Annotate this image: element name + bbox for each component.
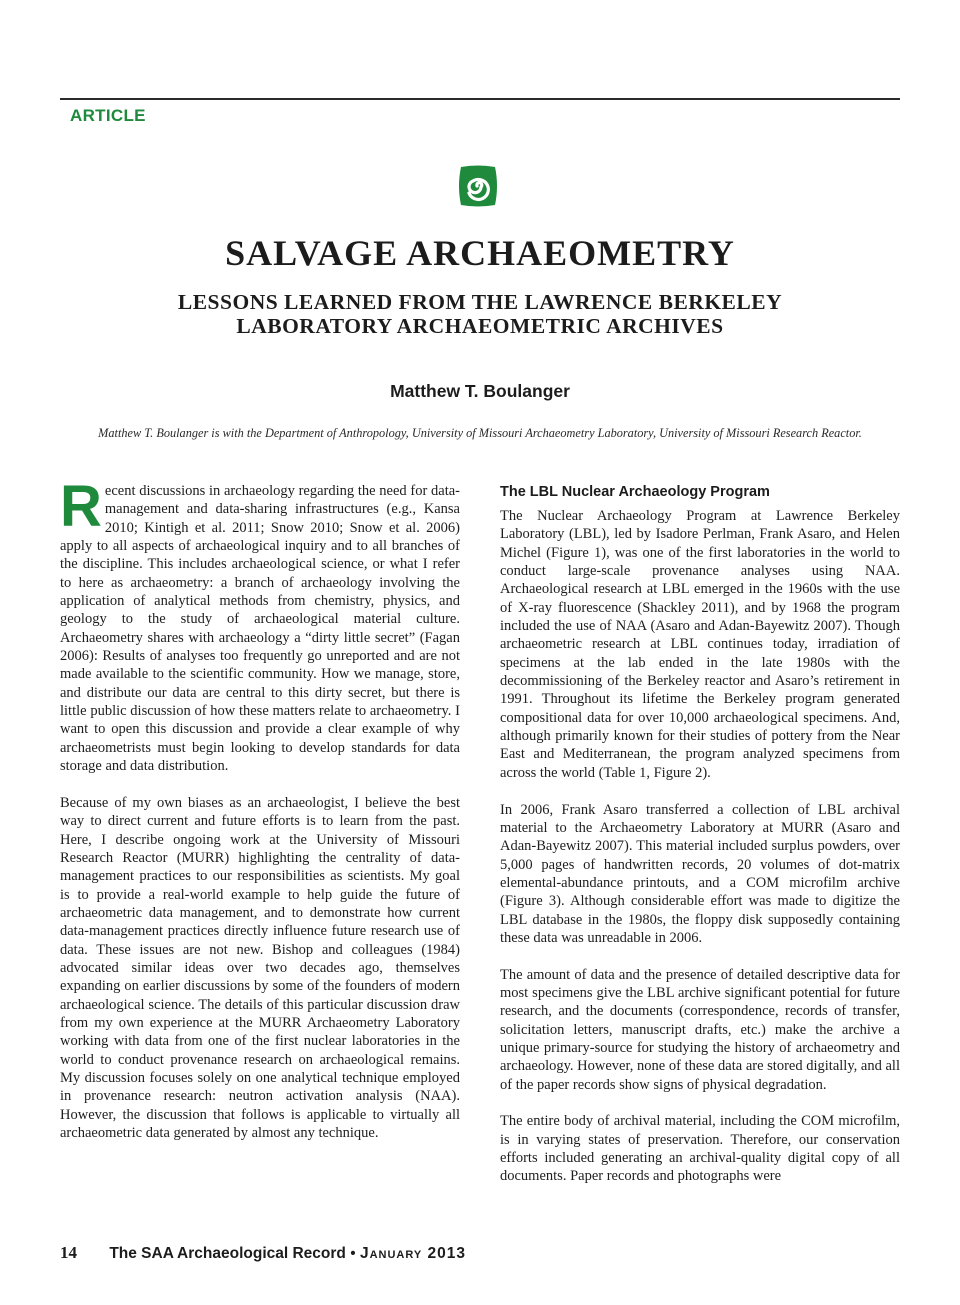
subtitle-line-1: LESSONS LEARNED FROM THE LAWRENCE BERKELEY xyxy=(177,290,783,314)
page-number: 14 xyxy=(60,1243,77,1262)
article-title: SALVAGE ARCHAEOMETRY xyxy=(225,233,735,273)
paragraph: In 2006, Frank Asaro transferred a collection of LBL archival material to the Archaeometry Laboratory at MURR (Asaro and Adan-Bayewitz 2007). This material included surplus powders, over 5,000 pages of handwritten records, 20 volumes of dot-matrix elemental-abundance printouts, and a COM microfilm archive (Figure 3). Although considerable effort was made to digitize the LBL database in the 1980s, the floppy disk supposedly containing these data was unreadable in 2006. xyxy=(500,801,900,946)
paragraph: The Nuclear Archaeology Program at Lawrence Berkeley Laboratory (LBL), led by Isadore Perlman, Frank Asaro, and Helen Michel (Figure 1), was one of the first laboratories in the world to conduct large-scale provenance analyses using NAA. Archaeological research at LBL emerged in the 1960s with the use of X-ray fluorescence (Shackley 2011), and by 1968 the program included the use of NAA (Asaro and Adan-Bayewitz 2007). Though archaeometric research at LBL continues today, irradiation of specimens at the lab ended in the late 1980s with the decommissioning of the Berkeley reactor and Asaro’s retirement in 1991. Throughout its lifetime the Berkeley program generated compositional data for over 10,000 archaeological specimens. And, although primarily known for their studies of pottery from the Near East and Mediterranean, the program analyzed specimens from across the world (Table 1, Figure 2). xyxy=(500,508,900,781)
paragraph: Because of my own biases as an archaeologist, I believe the best way to direct current and future efforts is to learn from the past. Here, I describe ongoing work at the University of Missouri Research Reactor (MURR) highlighting the centrality of data-management practices to our responsibilities as scientists. My goal is to provide a real-world example to help guide the future of archaeometric data management, and to demonstrate how current data-management practices directly influence future research use of data. These issues are not new. Bishop and colleagues (1984) advocated similar ideas over two decades ago, themselves expanding on earlier discussions by some of the founders of modern archaeological science. The details of this particular discussion draw from my own experience at the MURR Archaeometry Laboratory working with data from one of the first nuclear laboratories in the world to conduct provenance research on archaeological remains. My discussion focuses solely on one analytical technique employed in provenance research: neutron activation analysis (NAA). However, the discussion that follows is applicable to virtually all archaeometric data generated by almost any technique. xyxy=(60,794,460,1142)
right-column xyxy=(500,482,900,1204)
author-name: Matthew T. Boulanger xyxy=(390,381,570,401)
issue-date: January 2013 xyxy=(359,1245,467,1262)
article-subtitle xyxy=(0,290,960,338)
subtitle-line-2: LABORATORY ARCHAEOMETRIC ARCHIVES xyxy=(236,314,724,338)
journal-name: The SAA Archaeological Record xyxy=(109,1245,346,1262)
top-rule xyxy=(60,98,900,100)
left-column xyxy=(60,474,460,1161)
author-affiliation: Matthew T. Boulanger is with the Department of Anthropology, University of Missouri Archaeometry Laboratory, University of Missouri Research Reactor. xyxy=(98,426,862,440)
footer-separator: • xyxy=(350,1245,356,1262)
spiral-icon xyxy=(457,164,499,208)
paragraph: The entire body of archival material, including the COM microfilm, is in varying states of preservation. Therefore, our conservation efforts included generating an archival-quality digital copy of all documents. Paper records and photographs were xyxy=(500,1113,900,1185)
section-heading: The LBL Nuclear Archaeology Program xyxy=(500,484,770,500)
paragraph-text: ecent discussions in archaeology regarding the need for data-management and data-sharing infrastructures (e.g., Kansa 2010; Kintigh et al. 2011; Snow 2010; Snow et al. 2006) apply to all aspects of archaeological inquiry and to all branches of the discipline. This includes archaeological science, or what I refer to here as archaeometry: a branch of archaeology involving the application of analytical methods from chemistry, physics, and geology to the study of archaeological material culture. Archaeometry shares with archaeology a “dirty little secret” (Fagan 2006): Results of analyses too frequently go unreported and are not made available to the scientific community. How we manage, store, and distribute our data are central to this dirty secret, but there is little public discussion of how these matters relate to archaeometry. I want to open this discussion and provide a clear example of why archaeometrists must begin looking to develop standards for data storage and data distribution. xyxy=(60,483,460,775)
paragraph: The amount of data and the presence of detailed descriptive data for most specimens give the LBL archive significant potential for future research, and the documents (correspondence, records of transfer, solicitation letters, manuscript drafts, etc.) make the archive a unique primary-source for studying the history of archaeometry and archaeology. However, none of these data are stored digitally, and all of the paper records show signs of physical degradation. xyxy=(500,966,900,1093)
page-footer xyxy=(60,1243,466,1263)
paragraph xyxy=(60,474,460,776)
drop-cap: R xyxy=(60,474,102,539)
section-label: ARTICLE xyxy=(70,106,146,125)
